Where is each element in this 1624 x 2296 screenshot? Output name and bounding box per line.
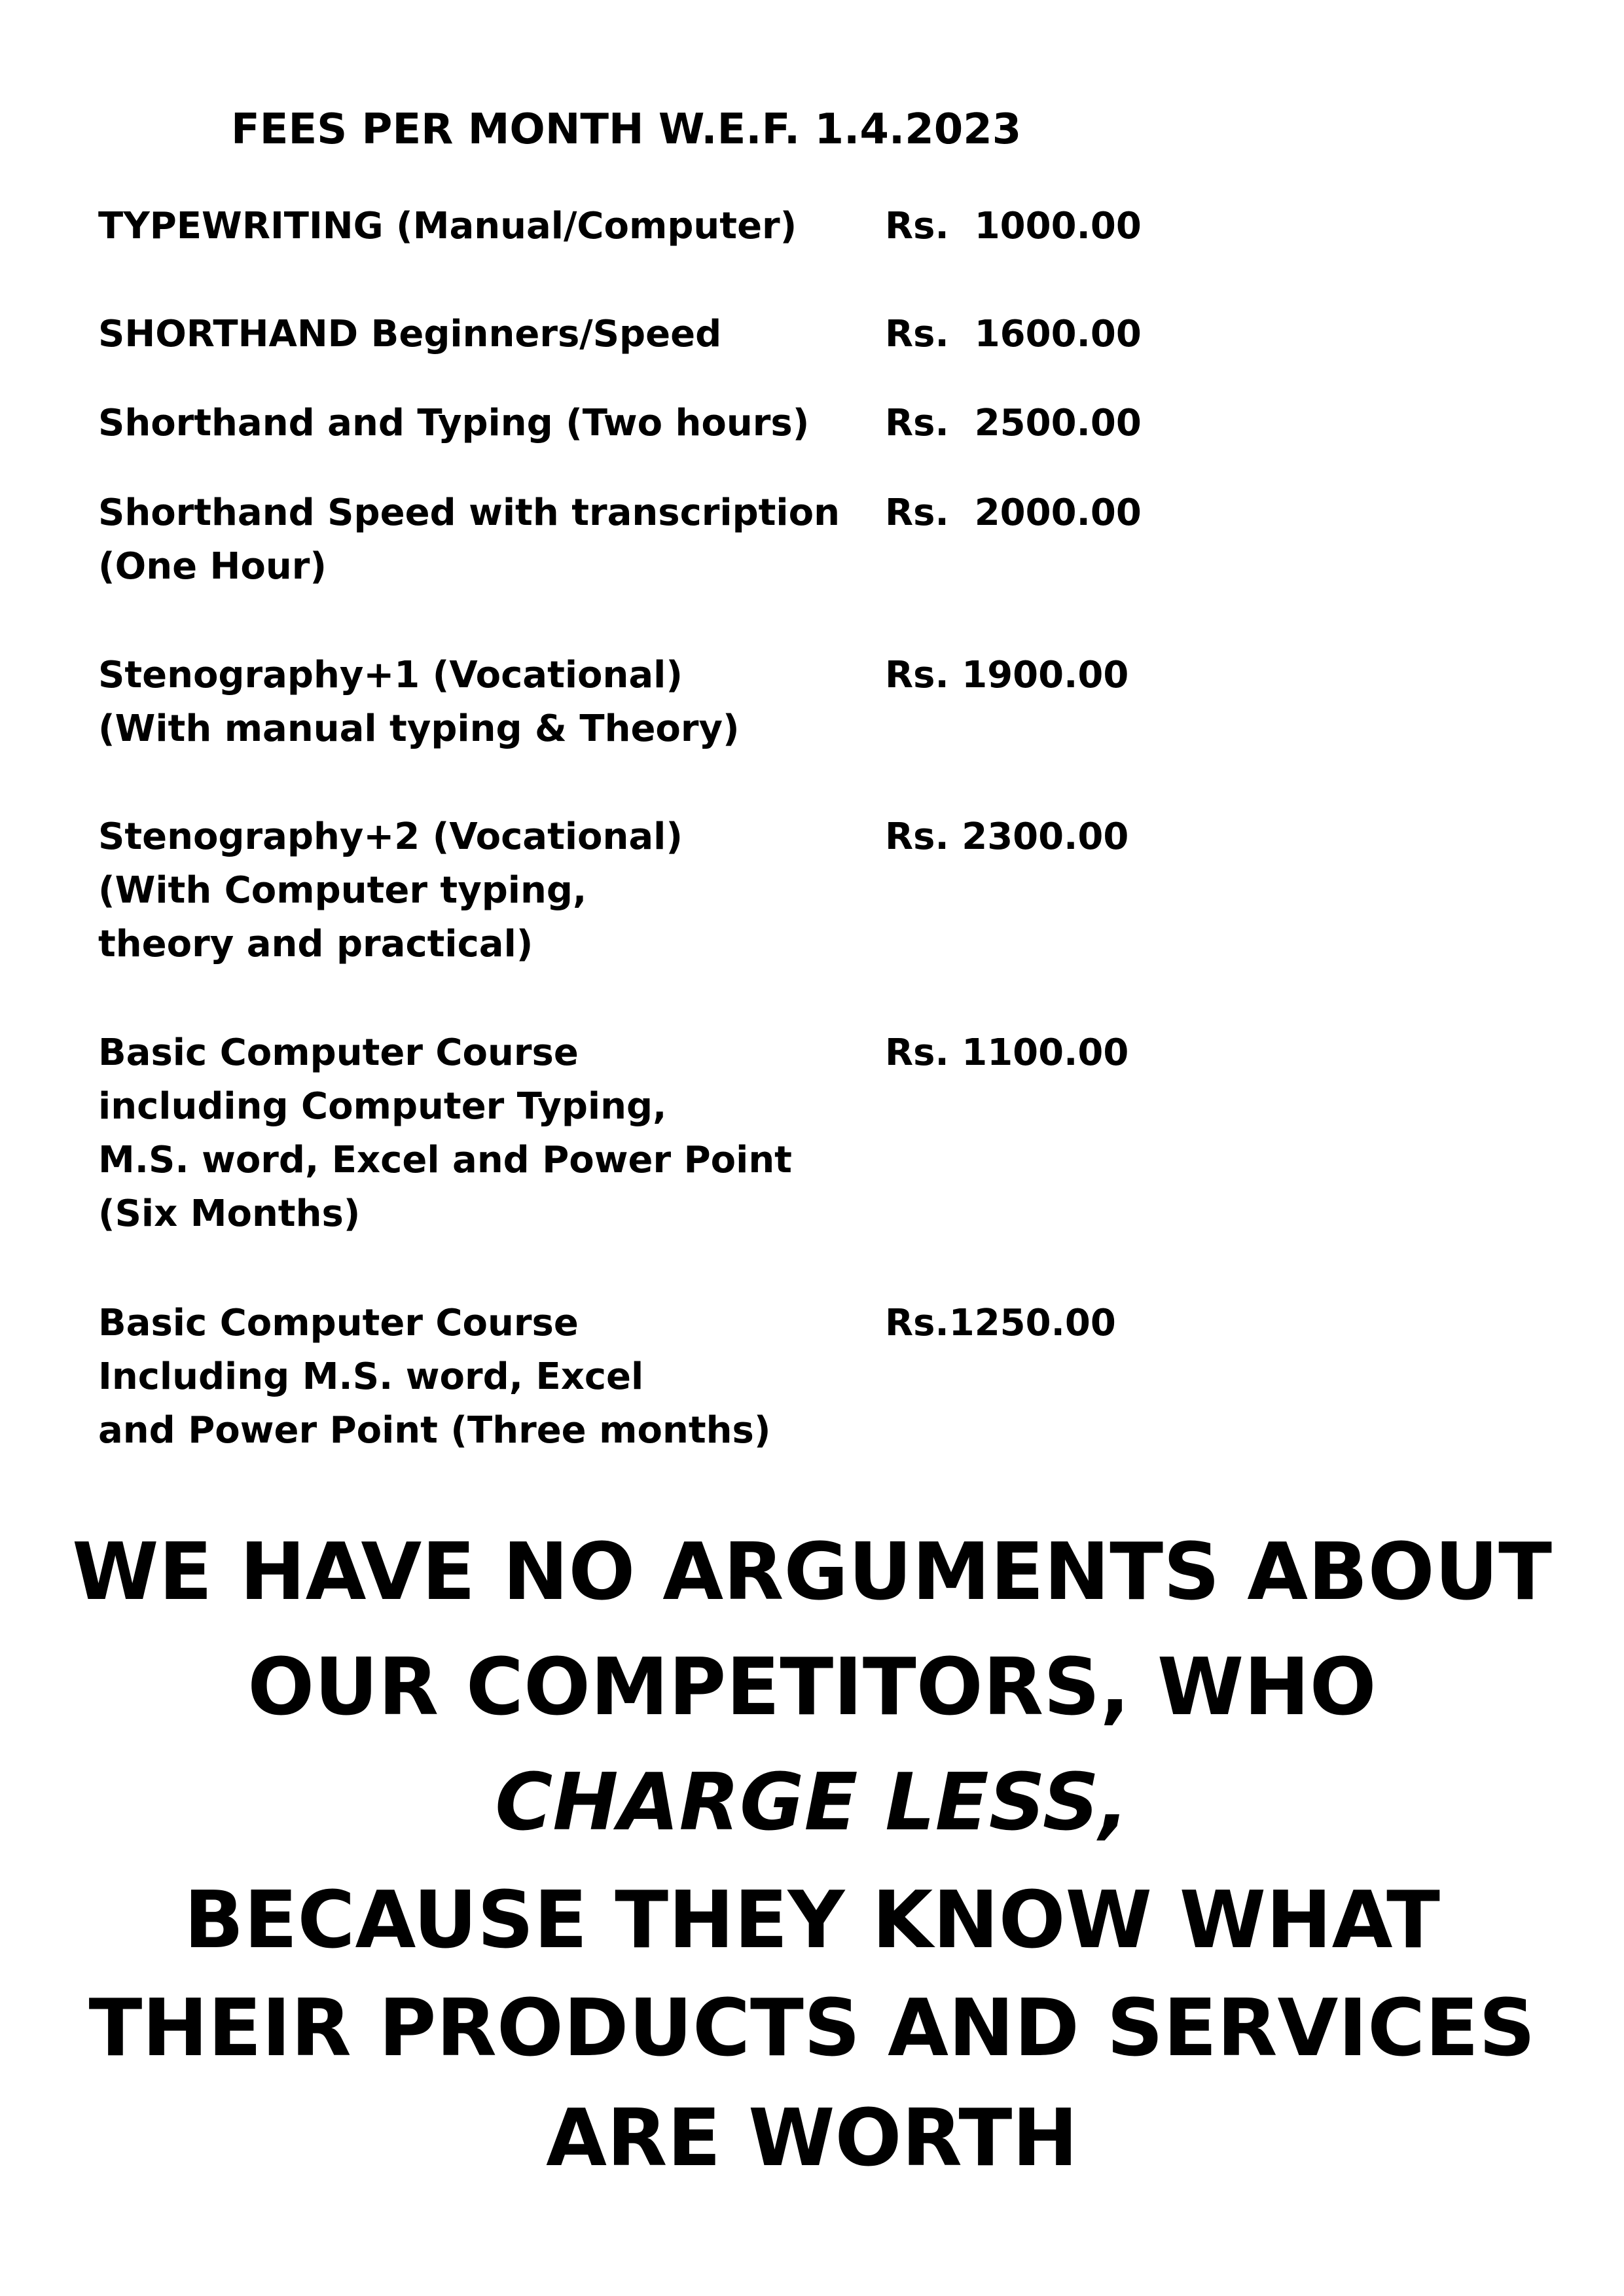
fee-course-line: Stenography+2 (Vocational) (98, 816, 683, 858)
fee-course-line: (With Computer typing, (98, 869, 587, 912)
fee-course-line: Shorthand Speed with transcription (98, 492, 840, 534)
fee-course-label (98, 649, 740, 756)
fee-course-line: SHORTHAND Beginners/Speed (98, 313, 722, 355)
slogan-line: BECAUSE THEY KNOW WHAT (183, 1875, 1440, 1966)
slogan-line: ARE WORTH (546, 2093, 1078, 2184)
slogan-line (0, 1746, 1624, 1861)
fee-course-label (98, 200, 797, 253)
fee-course-label (98, 1026, 792, 1241)
fee-amount: Rs. 1600.00 (885, 313, 1142, 355)
fee-amount: Rs. 2000.00 (885, 492, 1142, 534)
fee-course-line: Stenography+1 (Vocational) (98, 654, 683, 696)
fee-course-label (98, 1297, 770, 1458)
fee-amount: Rs. 2300.00 (885, 816, 1129, 858)
fee-course-line: (One Hour) (98, 545, 327, 588)
slogan-line: OUR COMPETITORS, WHO (247, 1642, 1377, 1733)
fee-course-line: Shorthand and Typing (Two hours) (98, 402, 810, 444)
fee-course-line: and Power Point (Three months) (98, 1409, 771, 1452)
fee-course-line: M.S. word, Excel and Power Point (98, 1139, 792, 1181)
fee-amount: Rs. 1100.00 (885, 1031, 1129, 1074)
fee-amount: Rs.1250.00 (885, 1302, 1116, 1344)
fee-course-line: TYPEWRITING (Manual/Computer) (98, 205, 797, 247)
fee-course-label (98, 810, 683, 971)
fee-course-line: including Computer Typing, (98, 1085, 667, 1128)
fee-course-label (98, 397, 809, 450)
fee-amount: Rs. 2500.00 (885, 402, 1142, 444)
fee-amount: Rs. 1900.00 (885, 654, 1129, 696)
fee-course-line: Basic Computer Course (98, 1302, 579, 1344)
fee-course-label (98, 308, 721, 361)
fee-course-line: theory and practical) (98, 923, 533, 965)
fee-course-label (98, 486, 840, 594)
fee-course-line: (With manual typing & Theory) (98, 708, 740, 750)
slogan-emphasis: CHARGE LESS, (495, 1757, 1129, 1848)
fee-course-line: (Six Months) (98, 1193, 361, 1235)
slogan-line: WE HAVE NO ARGUMENTS ABOUT (72, 1527, 1552, 1618)
fee-course-line: Including M.S. word, Excel (98, 1355, 644, 1398)
fee-amount: Rs. 1000.00 (885, 205, 1142, 247)
slogan-line: THEIR PRODUCTS AND SERVICES (88, 1983, 1536, 2074)
fee-course-line: Basic Computer Course (98, 1031, 579, 1074)
page-title: FEES PER MONTH W.E.F. 1.4.2023 (231, 105, 1022, 154)
